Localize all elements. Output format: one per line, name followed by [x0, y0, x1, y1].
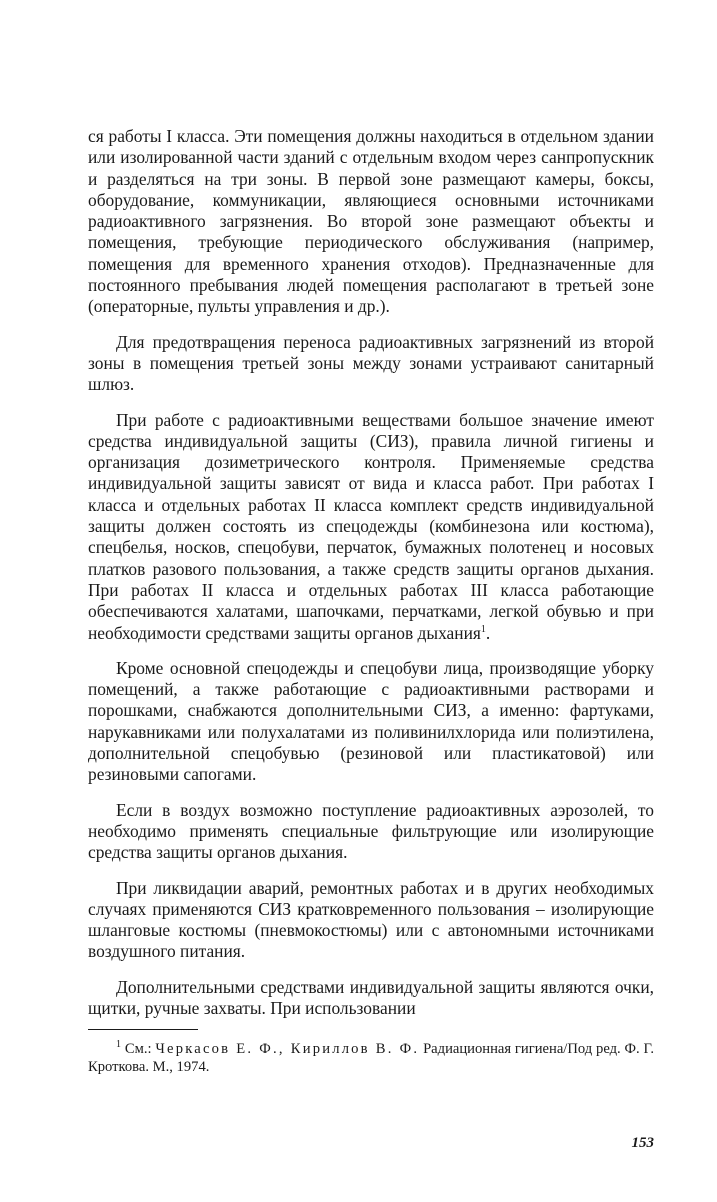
footnote-authors: Черкасов Е. Ф., Кириллов В. Ф.: [155, 1041, 420, 1058]
paragraph-3: При работе с радиоактивными веществами большое значение имеют средства индивидуальной защиты (СИЗ), правила личной гигиены и организация дозиметрического контроля. Применяемые средства индивидуальной защиты зависят от вида и класса работ. При работах I класса и отдельных работах II класса комплект средств индивидуальной защиты должен состоять из спецодежды (комбинезона или костюма), спецбелья, носков, спецобуви, перчаток, бумажных полотенец и носовых платков разового пользования, а также средств защиты органов дыхания. При работах II класса и отдельных работах III класса работающие обеспечиваются халатами, шапочками, перчатками, легкой обувью и при необходимости средствами защиты органов дыхания$^1$.: [88, 409, 654, 643]
page-number: 153: [631, 1135, 654, 1151]
footnote-marker: 1: [116, 1039, 121, 1051]
footnote-citation: Радиационная гигиена/Под ред. Ф. Г. Кроткова. М., 1974.: [88, 1041, 654, 1076]
paragraph-7: Дополнительными средствами индивидуальной защиты являются очки, щитки, ручные захваты. При использовании: [88, 976, 654, 1018]
footnote-divider: [88, 1029, 198, 1030]
paragraph-2: Для предотвращения переноса радиоактивных загрязнений из второй зоны в помещения третьей зоны между зонами устраивают санитарный шлюз.: [88, 331, 654, 395]
paragraph-4: Кроме основной спецодежды и спецобуви лица, производящие уборку помещений, а также работающие с радиоактивными растворами и порошками, снабжаются дополнительными СИЗ, а именно: фартуками, нарукавниками или полухалатами из поливинилхлорида или полиэтилена, дополнительной спецобувью (резиновой или пластикатовой) или резиновыми сапогами.: [88, 657, 654, 785]
paragraph-5: Если в воздух возможно поступление радиоактивных аэрозолей, то необходимо применять специальные фильтрующие или изолирующие средства защиты органов дыхания.: [88, 799, 654, 863]
paragraph-3-text: При работе с радиоактивными веществами большое значение имеют средства индивидуальной защиты (СИЗ), правила личной гигиены и организация дозиметрического контроля. Применяемые средства индивидуальной защиты зависят от вида и класса работ. При работах I класса и отдельных работах II класса комплект средств индивидуальной защиты должен состоять из спецодежды (комбинезона или костюма), спецбелья, носков, спецобуви, перчаток, бумажных полотенец и носовых платков разового пользования, а также средств защиты органов дыхания. При работах II класса и отдельных работах III класса работающие обеспечиваются халатами, шапочками, перчатками, легкой обувью и при необходимости средствами защиты органов дыхания: [88, 409, 654, 643]
footnote-reference: 1: [480, 623, 486, 635]
book-page-body: [88, 126, 654, 1076]
footnote-prefix: См.:: [124, 1041, 152, 1058]
footnote: [88, 1040, 654, 1076]
paragraph-1: ся работы I класса. Эти помещения должны находиться в отдельном здании или изолированной части зданий с отдельным входом через санпропускник и разделяться на три зоны. В первой зоне размещают камеры, боксы, оборудование, коммуникации, являющиеся основными источниками радиоактивного загрязнения. Во второй зоне размещают объекты и помещения, требующие периодического обслуживания (например, помещения для временного хранения отходов). Предназначенные для постоянного пребывания людей помещения располагают в третьей зоне (операторные, пульты управления и др.).: [88, 126, 654, 317]
paragraph-6: При ликвидации аварий, ремонтных работах и в других необходимых случаях применяются СИЗ кратковременного пользования – изолирующие шланговые костюмы (пневмокостюмы) или с автономными источниками воздушного питания.: [88, 877, 654, 962]
